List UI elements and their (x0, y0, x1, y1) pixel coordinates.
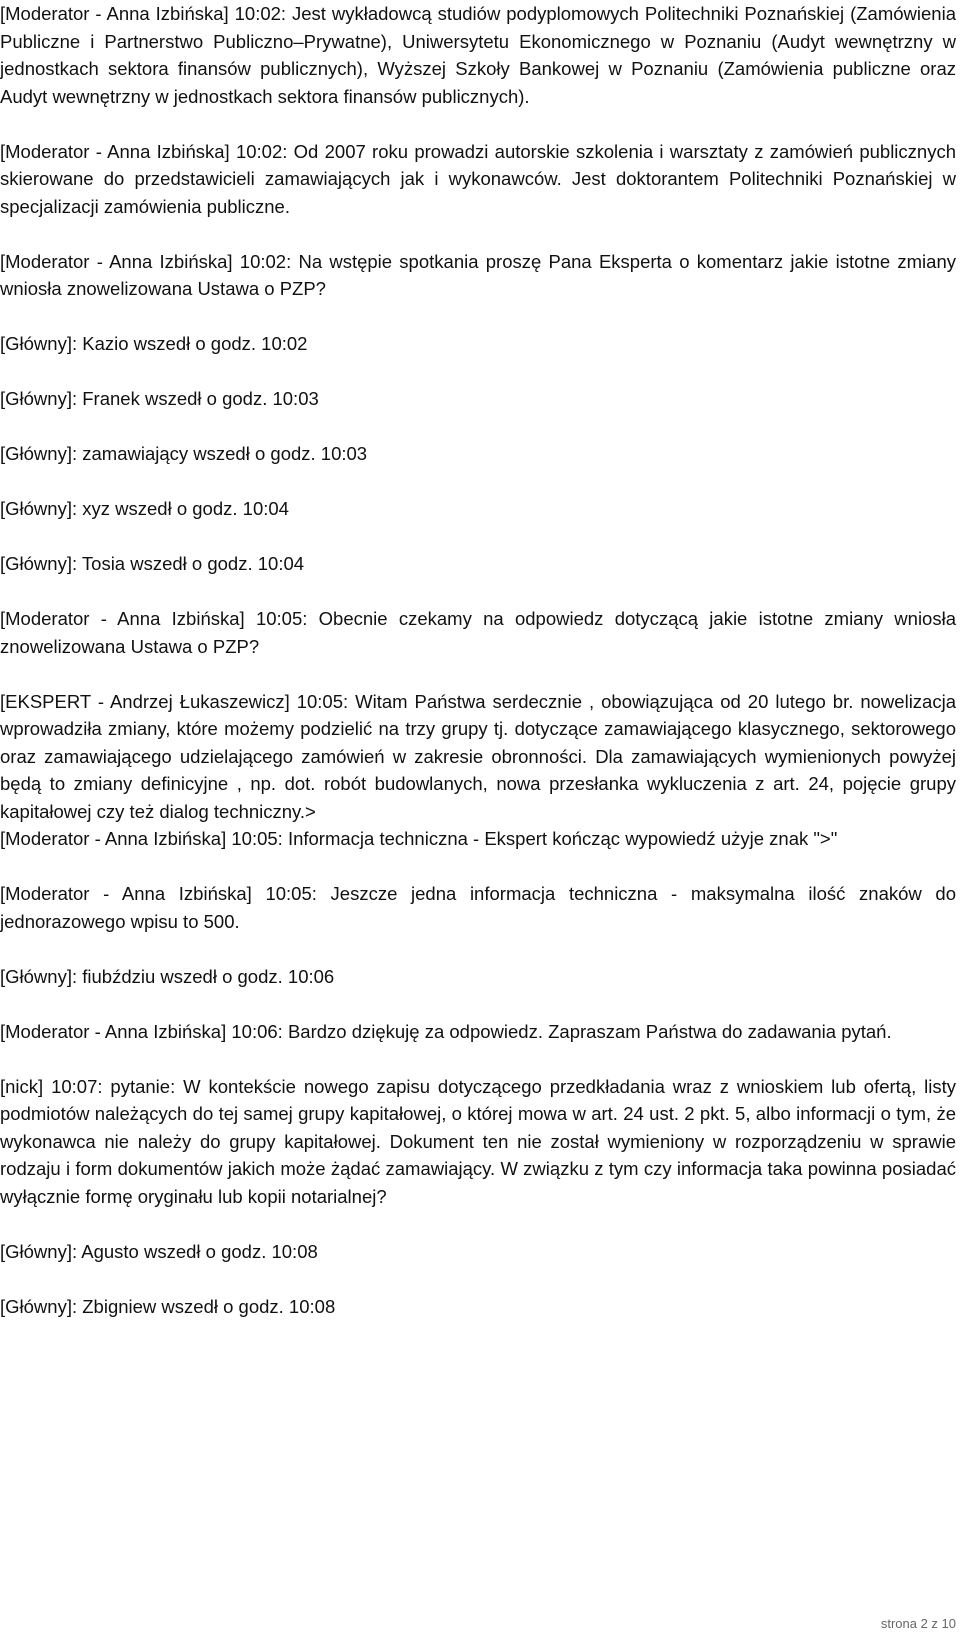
transcript-entry: [Moderator - Anna Izbińska] 10:05: Obecnie czekamy na odpowiedz dotyczącą jakie istotne zmiany wniosła znowelizowana Ustawa o PZP? (0, 608, 956, 657)
transcript-entry: [Moderator - Anna Izbińska] 10:05: Informacja techniczna - Ekspert kończąc wypowiedź użyje znak ">" (0, 828, 838, 849)
transcript-entry: [EKSPERT - Andrzej Łukaszewicz] 10:05: Witam Państwa serdecznie , obowiązująca od 20 lutego br. nowelizacja wprowadziła zmiany, które możemy podzielić na trzy grupy tj. dotyczące zamawiającego klasycznego, sektorowego oraz zamawiającego udzielającego zamówień w zakresie obronności. Dla zamawiających wymienionych powyżej będą to zmiany definicyjne , np. dot. robót budowlanych, nowa przesłanka wykluczenia z art. 24, pojęcie grupy kapitałowej czy też dialog techniczny.> (0, 690, 956, 822)
transcript-entry: [Moderator - Anna Izbińska] 10:05: Jeszcze jedna informacja techniczna - maksymalna ilość znaków do jednorazowego wpisu to 500. (0, 883, 956, 932)
transcript-entry: [nick] 10:07: pytanie: W kontekście nowego zapisu dotyczącego przedkładania wraz z wnioskiem lub ofertą, listy podmiotów należących do tej samej grupy kapitałowej, o której mowa w art. 24 ust. 2 pkt. 5, albo informacji o tym, że wykonawca nie należy do grupy kapitałowej. Dokument ten nie został wymieniony w rozporządzeniu w sprawie rodzaju i form dokumentów jakich może żądać zamawiający. W związku z tym czy informacja taka powinna posiadać wyłącznie formę oryginału lub kopii notarialnej? (0, 1075, 956, 1207)
transcript-entry: [Moderator - Anna Izbińska] 10:02: Na wstępie spotkania proszę Pana Eksperta o komentarz jakie istotne zmiany wniosła znowelizowana Ustawa o PZP? (0, 250, 956, 299)
transcript-entry: [Główny]: Kazio wszedł o godz. 10:02 (0, 333, 308, 354)
transcript-entry: [Główny]: Zbigniew wszedł o godz. 10:08 (0, 1295, 336, 1317)
transcript-entry: [Główny]: fiubździu wszedł o godz. 10:06 (0, 965, 335, 987)
transcript-entry: [Moderator - Anna Izbińska] 10:02: Od 2007 roku prowadzi autorskie szkolenia i warsztaty z zamówień publicznych skierowane do przedstawicieli zamawiających jak i wykonawców. Jest doktorantem Politechniki Poznańskiej w specjalizacji zamówienia publiczne. (0, 140, 956, 217)
transcript-entry: [Główny]: Agusto wszedł o godz. 10:08 (0, 1240, 318, 1262)
transcript-entry: [Główny]: xyz wszedł o godz. 10:04 (0, 498, 289, 519)
transcript-entry: [Moderator - Anna Izbińska] 10:02: Jest wykładowcą studiów podyplomowych Politechniki Poznańskiej (Zamówienia Publiczne i Partnerstwo Publiczno–Prywatne), Uniwersytetu Ekonomicznego w Poznaniu (Audyt wewnętrzny w jednostkach sektora finansów publicznych), Wyższej Szkoły Bankowej w Poznaniu (Zamówienia publiczne oraz Audyt wewnętrzny w jednostkach sektora finansów publicznych). (0, 3, 956, 107)
transcript-entry: [Moderator - Anna Izbińska] 10:06: Bardzo dziękuję za odpowiedz. Zapraszam Państwa do zadawania pytań. (0, 1020, 892, 1042)
transcript-entry: [Główny]: Tosia wszedł o godz. 10:04 (0, 553, 305, 574)
transcript-entry: [Główny]: Franek wszedł o godz. 10:03 (0, 388, 319, 409)
page-number: strona 2 z 10 (880, 1616, 956, 1631)
transcript-entry: [Główny]: zamawiający wszedł o godz. 10:03 (0, 443, 368, 464)
